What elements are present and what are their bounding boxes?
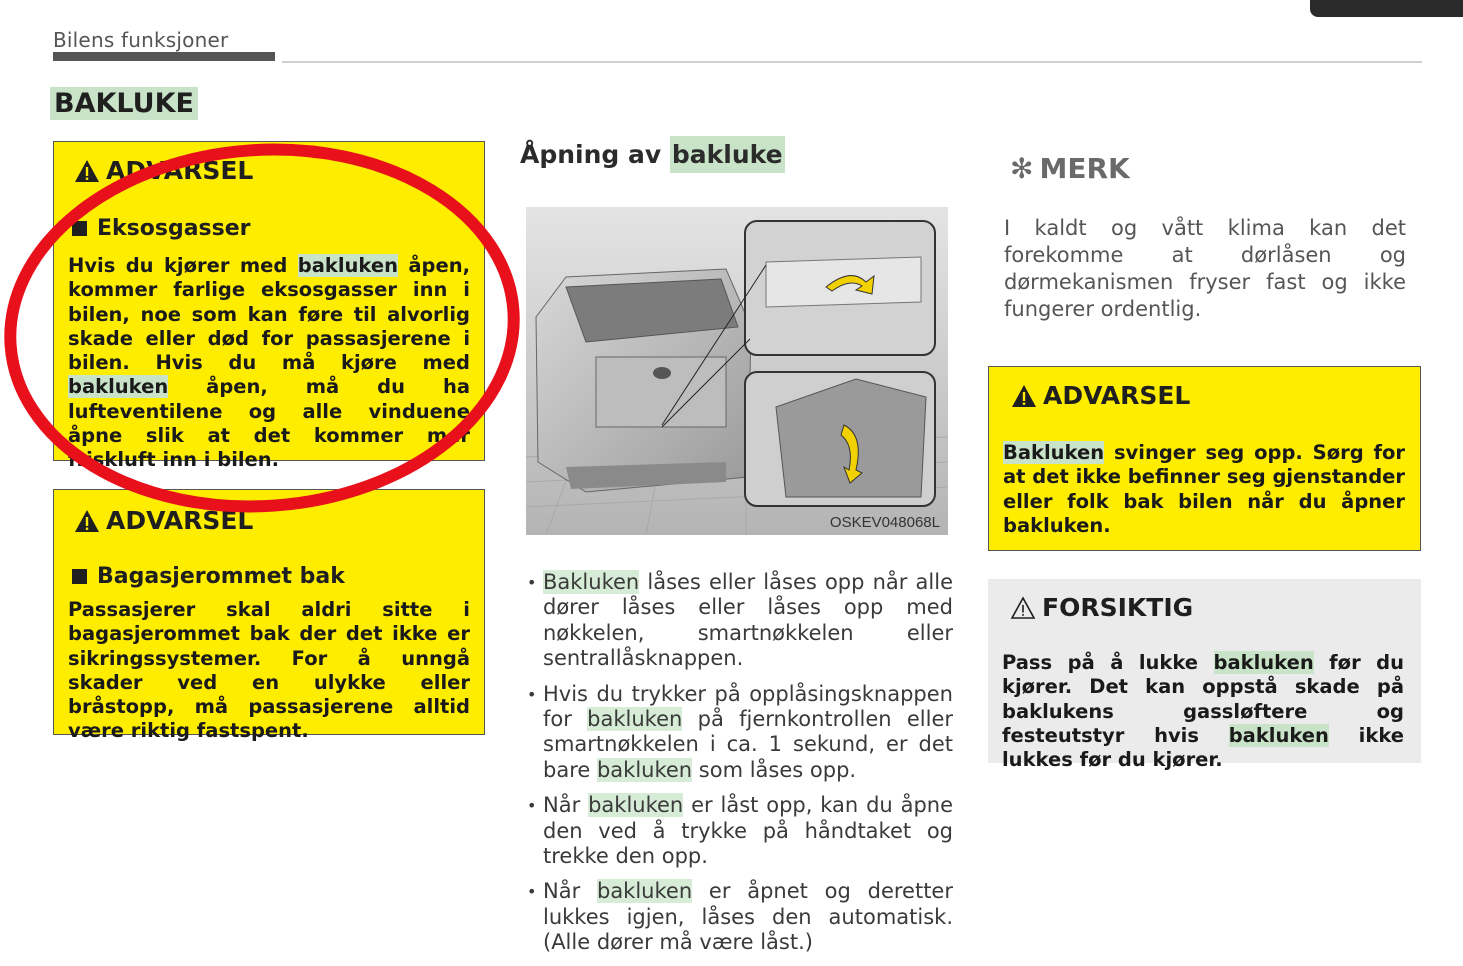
bullet-square-icon [72,569,87,584]
keyword-highlight: bakluken [297,254,398,277]
warning-box-tailgate [988,366,1421,551]
keyword-highlight: bakluken [1228,723,1329,747]
keyword-highlight: bakluke [670,136,785,173]
page-title: BAKLUKE [50,87,198,120]
keyword-highlight: bakluken [596,879,693,904]
bullet-list [527,570,953,966]
list-item: • Hvis du trykker på opplåsingsknappen for bakluken på fjernkontrollen eller smartnøkkelen i ca. 1 sekund, er det bare bakluken som låses opp. [527,682,953,784]
list-item: • Når bakluken er låst opp, kan du åpne den ved å trykke på håndtaket og trekke den opp. [527,793,953,869]
warning-text: Bakluken svinger seg opp. Sørg for at det ikke befinner seg gjenstander eller folk bak bilen når du åpner bakluken. [1003,441,1405,537]
note-title: ✻ MERK [1010,152,1130,185]
warning-title: ADVARSEL [74,156,253,185]
keyword-highlight: bakluken [587,707,683,732]
list-item: • Bakluken låses eller låses opp når alle dører låses eller låses opp med nøkkelen, smartnøkkelen eller sentrallåsknappen. [527,570,953,672]
keyword-highlight: Bakluken [543,570,640,594]
warning-icon [1011,384,1037,408]
asterisk-icon: ✻ [1010,152,1034,185]
warning-title: ADVARSEL [1011,381,1190,410]
note-text: I kaldt og vått klima kan det forekomme at dørlåsen og dørmekanismen fryser fast og ikke fungerer ordentlig. [1004,216,1406,321]
warning-subtitle: Bagasjerommet bak [72,564,345,589]
keyword-highlight: bakluken [68,375,169,399]
keyword-highlight: bakluken [588,793,684,818]
page-tab [1310,0,1463,17]
keyword-highlight: bakluken [1213,651,1314,674]
car-rear-image [526,207,948,535]
keyword-highlight: bakluken [596,757,693,782]
caution-box [988,579,1421,772]
caution-icon [1010,596,1036,620]
annotation-circle [0,120,540,530]
warning-title: ADVARSEL [74,506,253,535]
section-label: Bilens funksjoner [53,28,229,52]
keyword-highlight: Bakluken [1003,441,1105,464]
caution-title: FORSIKTIG [1010,593,1193,622]
list-item: • Når bakluken er åpnet og deretter lukkes igjen, låses den automatisk. (Alle dører må være låst.) [527,879,953,955]
section-heading: Åpning av bakluke [520,140,785,169]
warning-text: Passasjerer skal aldri sitte i bagasjerommet bak der det ikke er sikringssystemer. For å unngå skader ved en ulykke eller bråstopp, må passasjerene alltid være riktig fastspent. [68,598,470,743]
warning-text: Hvis du kjører med bakluken åpen, kommer farlige eksosgasser inn i bilen, noe som kan føre til alvorlig skade eller død for passasjerene i bilen. Hvis du må kjøre med bakluken åpen, må du ha lufteventilene og alle vinduene åpne slik at det kommer mer friskluft inn i bilen. [68,254,470,472]
tailgate-illustration [526,207,948,535]
caution-text: Pass på å lukke bakluken før du kjører. Det kan oppstå skade på baklukens gassløftere og festeutstyr hvis bakluken ikke lukkes før du kjører. [1002,651,1404,772]
warning-subtitle: Eksosgasser [72,216,251,241]
section-bar [53,52,275,61]
figure-code: OSKEV048068L [829,514,940,531]
header-divider [282,61,1422,63]
